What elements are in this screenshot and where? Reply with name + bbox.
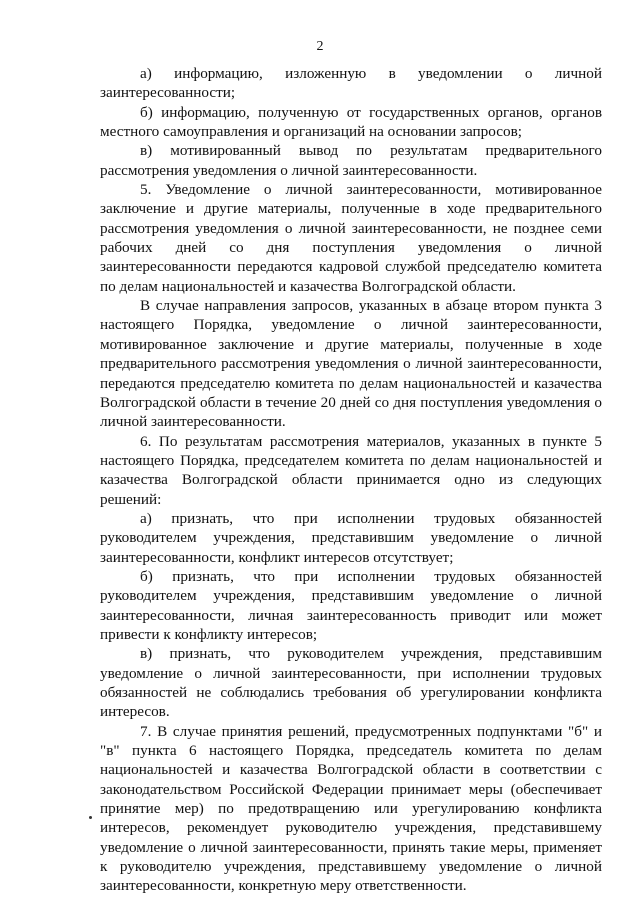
paragraph-6-b: б) признать, что при исполнении трудовых обязанностей руководителем учреждения, представившим уведомление о личной заинтересованности, личная заинтересованность приводит или может привести к конфликту интересов; (100, 567, 602, 643)
page-number: 2 (316, 39, 324, 54)
paragraph-4-v: в) мотивированный вывод по результатам предварительного рассмотрения уведомления о личной заинтересованности. (100, 142, 602, 179)
paragraph-4-a: а) информацию, изложенную в уведомлении о личной заинтересованности; (100, 65, 602, 102)
paragraph-6-v: в) признать, что руководителем учреждения, представившим уведомление о личной заинтересованности, при исполнении трудовых обязанностей не соблюдались требования об урегулировании конфликта интересов. (100, 645, 602, 721)
paragraph-5-requests: В случае направления запросов, указанных в абзаце втором пункта 3 настоящего Порядка, уведомление о личной заинтересованности, мотивированное заключение и другие материалы, полученные в ходе предварительного рассмотрения уведомления о личной заинтересованности, передаются председателю комитета по делам национальностей и казачества Волгоградской области в течение 20 дней со дня поступления уведомления о личной заинтересованности. (100, 297, 602, 431)
paragraph-6-a: а) признать, что при исполнении трудовых обязанностей руководителем учреждения, представившим уведомление о личной заинтересованности, конфликт интересов отсутствует; (100, 509, 602, 566)
paragraph-4-b: б) информацию, полученную от государственных органов, органов местного самоуправления и организаций на основании запросов; (100, 103, 602, 141)
document-body (100, 64, 602, 896)
paragraph-7: 7. В случае принятия решений, предусмотренных подпунктами "б" и "в" пункта 6 настоящего Порядка, председатель комитета по делам национальностей и казачества Волгоградской области в соответствии с законодательством Российской Федерации принимает меры (обеспечивает принятие мер) по предотвращению или урегулированию конфликта интересов, рекомендует руководителю учреждения, представившему уведомление о личной заинтересованности, принять такие меры, применяет к руководителю учреждения, представившему уведомление о личной заинтересованности, конкретную меру ответственности. (100, 722, 602, 895)
paragraph-6: 6. По результатам рассмотрения материалов, указанных в пункте 5 настоящего Порядка, председателем комитета по делам национальностей и казачества Волгоградской области принимается одно из следующих решений: (100, 432, 602, 508)
scan-speck (89, 816, 92, 819)
paragraph-5: 5. Уведомление о личной заинтересованности, мотивированное заключение и другие материалы, полученные в ходе предварительного рассмотрения уведомления о личной заинтересованности, не позднее семи рабочих дней со дня поступления уведомления о личной заинтересованности передаются кадровой службой председателю комитета по делам национальностей и казачества Волгоградской области. (100, 181, 602, 295)
